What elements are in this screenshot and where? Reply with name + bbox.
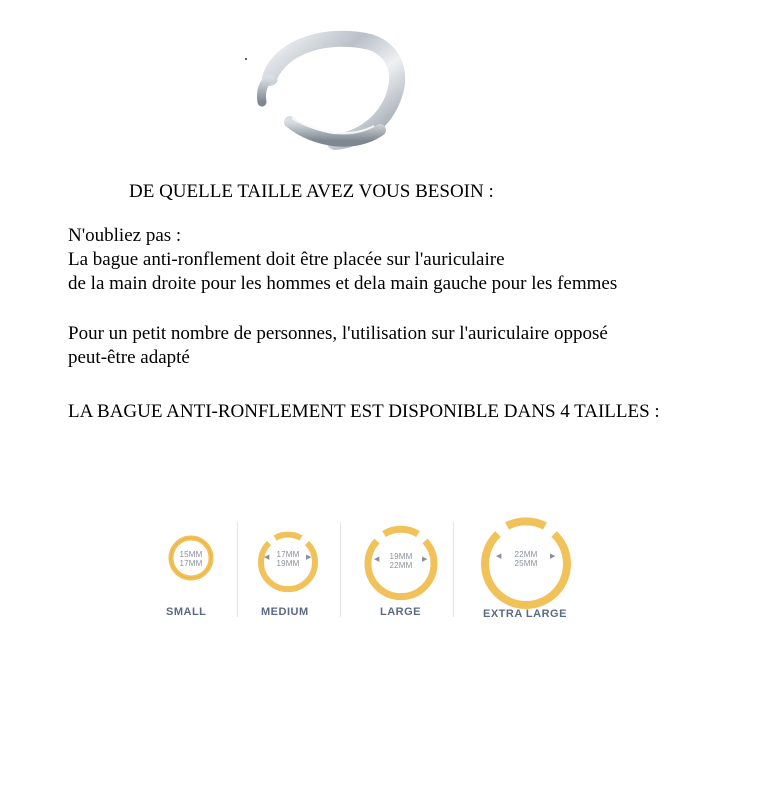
size-small-min: 15MM	[179, 550, 203, 559]
minority-line-1: Pour un petit nombre de personnes, l'utilisation sur l'auriculaire opposé	[68, 323, 608, 344]
silver-ring-image	[240, 30, 410, 155]
size-extra-large-max: 25MM	[514, 559, 538, 568]
size-medium-label: MEDIUM	[261, 606, 309, 618]
divider	[340, 522, 341, 617]
reminder-line-1: N'oubliez pas :	[68, 225, 182, 246]
speck	[245, 58, 247, 60]
ring-size-extra-large	[480, 516, 572, 602]
size-medium-max: 19MM	[276, 559, 300, 568]
page-heading: DE QUELLE TAILLE AVEZ VOUS BESOIN :	[129, 181, 494, 202]
divider	[453, 522, 454, 617]
arrow-left-icon: ◀	[374, 555, 380, 563]
reminder-paragraph	[68, 224, 617, 296]
minority-paragraph	[68, 322, 608, 370]
size-chart	[150, 492, 610, 662]
size-extra-large-min: 22MM	[514, 550, 538, 559]
minority-line-2: peut-être adapté	[68, 347, 190, 368]
arrow-right-icon: ▶	[550, 552, 556, 560]
size-medium-min: 17MM	[276, 550, 300, 559]
size-extra-large-label: EXTRA LARGE	[483, 608, 567, 620]
reminder-line-3: de la main droite pour les hommes et dela main gauche pour les femmes	[68, 273, 618, 294]
ring-size-medium	[257, 529, 319, 587]
size-large-label: LARGE	[380, 606, 421, 618]
availability-statement: LA BAGUE ANTI-RONFLEMENT EST DISPONIBLE DANS 4 TAILLES :	[68, 401, 660, 422]
arrow-right-icon: ▶	[422, 555, 428, 563]
size-small-label: SMALL	[166, 606, 207, 618]
size-small-max: 17MM	[179, 559, 203, 568]
arrow-left-icon: ◀	[496, 552, 502, 560]
arrow-right-icon: ▶	[306, 553, 312, 561]
reminder-line-2: La bague anti-ronflement doit être placée sur l'auriculaire	[68, 249, 505, 270]
divider	[237, 522, 238, 617]
ring-size-large	[362, 525, 440, 595]
arrow-left-icon: ◀	[264, 553, 270, 561]
size-large-max: 22MM	[389, 561, 413, 570]
ring-size-small	[167, 534, 215, 582]
size-large-min: 19MM	[389, 552, 413, 561]
